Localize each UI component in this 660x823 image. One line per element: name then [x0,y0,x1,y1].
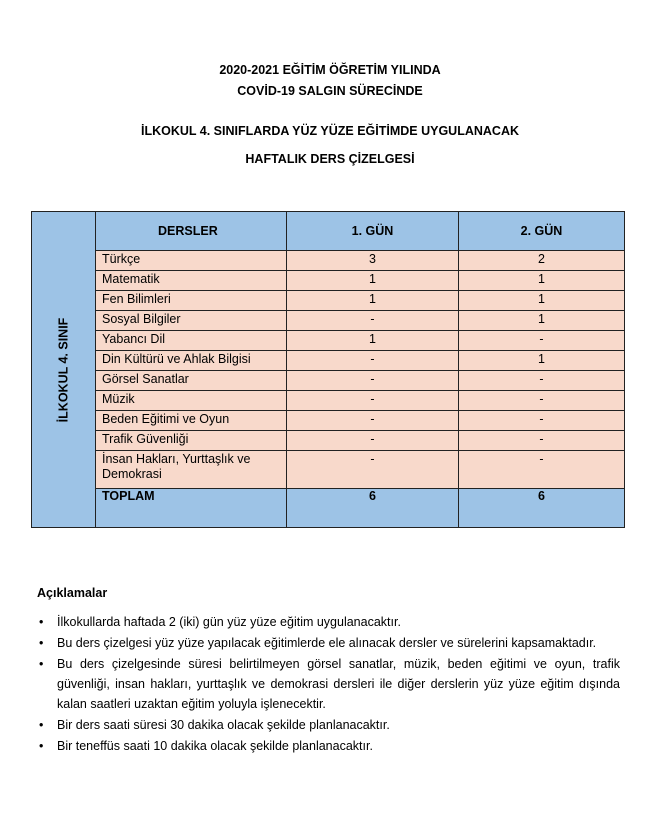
bullet-icon: • [39,718,44,732]
subject-cell: Görsel Sanatlar [96,371,287,391]
subject-cell: Türkçe [96,251,287,271]
column-header-subjects: DERSLER [96,212,287,251]
day1-cell: 1 [287,291,459,311]
side-label-cell [32,212,96,528]
day2-cell: - [459,451,625,489]
table-row [32,451,625,489]
table-row [32,351,625,371]
subject-cell: Yabancı Dil [96,331,287,351]
day2-cell: 2 [459,251,625,271]
day2-cell: 1 [459,311,625,331]
total-row [32,489,625,528]
table-row [32,371,625,391]
day2-cell: - [459,331,625,351]
table-row [32,251,625,271]
subject-cell: Beden Eğitimi ve Oyun [96,411,287,431]
note-text: Bu ders çizelgesinde süresi belirtilmeyen görsel sanatlar, müzik, beden eğitimi ve oyun, trafik güvenliği, insan hakları, yurttaşlık ve demokrasi dersleri ile diğer derslerin yüz yüze eğitim dışında kalan saatleri uzaktan eğitim yoluyla işlenecektir. [57,657,620,711]
note-text: Bir teneffüs saati 10 dakika olacak şekilde planlanacaktır. [57,739,373,753]
table-row [32,431,625,451]
day2-cell: - [459,431,625,451]
table-row [32,311,625,331]
bullet-icon: • [39,739,44,753]
table-header-row [32,212,625,251]
note-item [37,633,620,653]
day1-cell: - [287,431,459,451]
day1-cell: 1 [287,271,459,291]
bullet-icon: • [39,636,44,650]
day2-cell: - [459,371,625,391]
subject-cell: Sosyal Bilgiler [96,311,287,331]
title-line-1: 2020-2021 EĞİTİM ÖĞRETİM YILINDA [219,63,441,77]
note-text: Bu ders çizelgesi yüz yüze yapılacak eğitimlerde ele alınacak dersler ve sürelerini kapsamaktadır. [57,636,597,650]
subject-cell: Matematik [96,271,287,291]
notes-list [37,612,620,757]
table-row [32,331,625,351]
title-line-2: COVİD-19 SALGIN SÜRECİNDE [237,84,423,98]
subject-cell: Din Kültürü ve Ahlak Bilgisi [96,351,287,371]
schedule-table [31,211,625,528]
subject-cell: Trafik Güvenliği [96,431,287,451]
note-item [37,736,620,756]
total-day2: 6 [459,489,625,528]
table-row [32,411,625,431]
day2-cell: 1 [459,291,625,311]
title-line-3: İLKOKUL 4. SINIFLARDA YÜZ YÜZE EĞİTİMDE UYGULANACAK [140,124,520,138]
day2-cell: - [459,411,625,431]
note-item [37,715,620,735]
day1-cell: - [287,411,459,431]
day2-cell: 1 [459,271,625,291]
bullet-icon: • [39,615,44,629]
subject-cell: Fen Bilimleri [96,291,287,311]
total-label: TOPLAM [96,489,287,528]
bullet-icon: • [39,657,44,671]
day1-cell: - [287,451,459,489]
column-header-day1: 1. GÜN [287,212,459,251]
day2-cell: - [459,391,625,411]
notes-title: Açıklamalar [37,586,108,600]
subject-cell: Müzik [96,391,287,411]
day2-cell: 1 [459,351,625,371]
day1-cell: 3 [287,251,459,271]
total-day1: 6 [287,489,459,528]
note-item [37,654,620,714]
note-item [37,612,620,632]
title-line-4: HAFTALIK DERS ÇİZELGESİ [245,152,415,166]
day1-cell: - [287,391,459,411]
side-label: İLKOKUL 4. SINIF [56,317,70,422]
column-header-day2: 2. GÜN [459,212,625,251]
day1-cell: - [287,311,459,331]
note-text: İlkokullarda haftada 2 (iki) gün yüz yüze eğitim uygulanacaktır. [57,615,401,629]
table-row [32,271,625,291]
subject-cell: İnsan Hakları, Yurttaşlık ve Demokrasi [96,451,287,489]
day1-cell: - [287,371,459,391]
table-row [32,391,625,411]
day1-cell: 1 [287,331,459,351]
day1-cell: - [287,351,459,371]
note-text: Bir ders saati süresi 30 dakika olacak şekilde planlanacaktır. [57,718,390,732]
table-row [32,291,625,311]
